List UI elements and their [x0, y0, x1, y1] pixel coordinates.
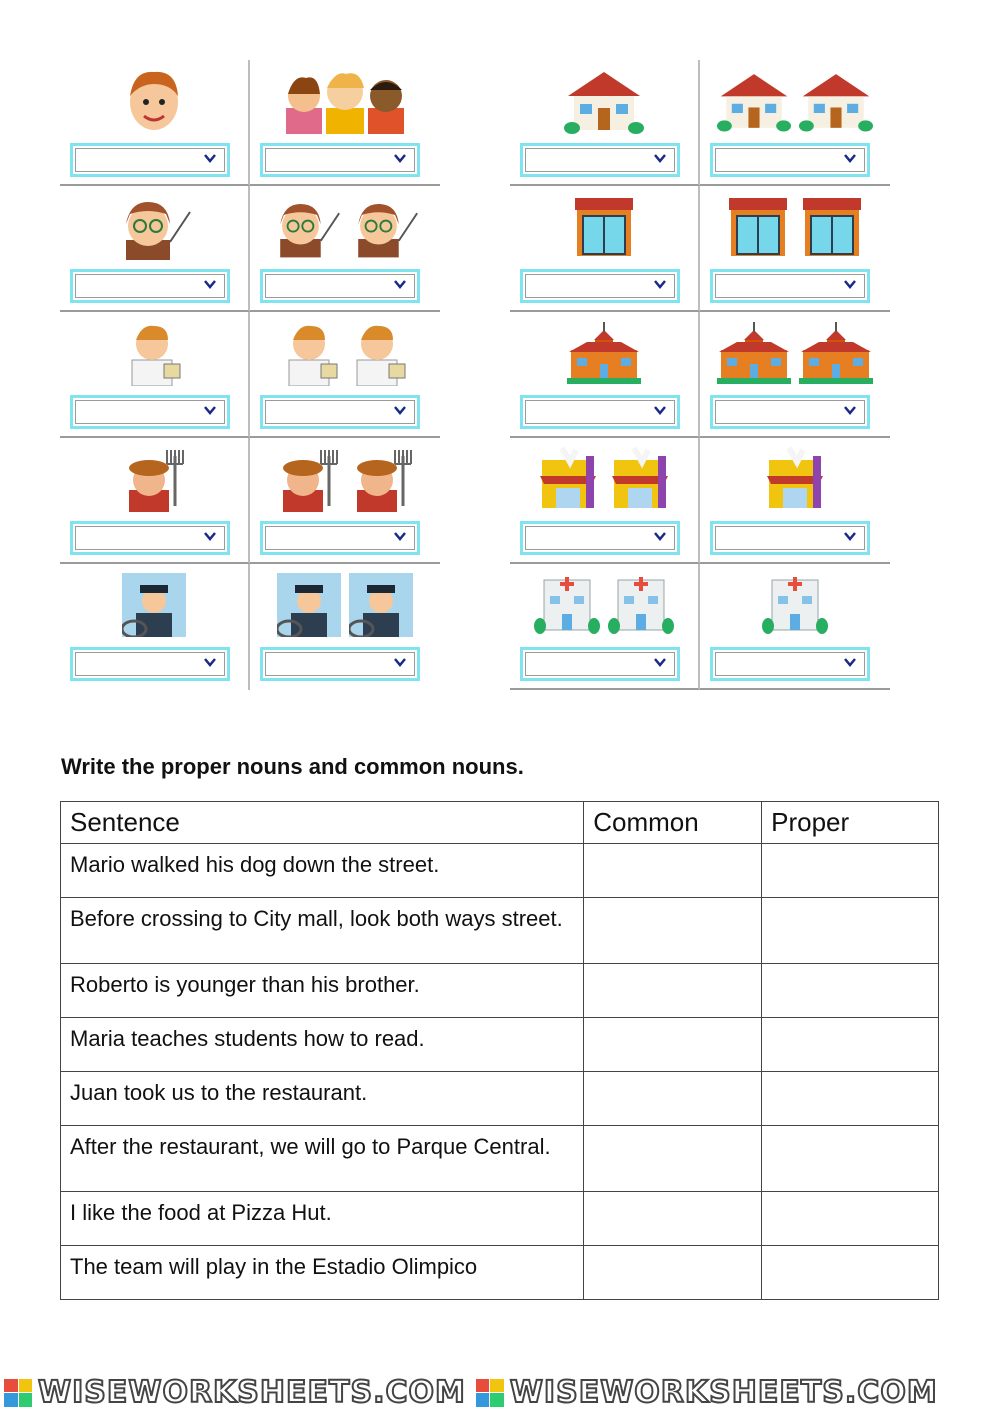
chevron-down-icon: [393, 403, 407, 417]
grid-cell: [700, 564, 890, 690]
chevron-down-icon: [203, 403, 217, 417]
table-row: [61, 1246, 939, 1300]
restaurants-icon: [510, 444, 698, 514]
grid-cell: [250, 312, 440, 438]
school-icon: [510, 318, 698, 388]
chevron-down-icon: [843, 277, 857, 291]
driver-icon: [60, 570, 248, 640]
hospital-icon: [700, 570, 890, 640]
common-answer-cell[interactable]: [584, 1126, 762, 1192]
restaurant-icon: [700, 444, 890, 514]
sentence-cell: Maria teaches students how to read.: [61, 1018, 584, 1072]
chevron-down-icon: [653, 151, 667, 165]
drivers-icon: [250, 570, 440, 640]
common-answer-cell[interactable]: [584, 844, 762, 898]
proper-answer-cell[interactable]: [762, 1126, 939, 1192]
chevron-down-icon: [843, 529, 857, 543]
schools-icon: [700, 318, 890, 388]
proper-answer-cell[interactable]: [762, 1192, 939, 1246]
answer-dropdown[interactable]: [520, 269, 680, 303]
common-answer-cell[interactable]: [584, 1192, 762, 1246]
chevron-down-icon: [203, 655, 217, 669]
answer-dropdown[interactable]: [260, 143, 420, 177]
doctors-icon: [250, 318, 440, 388]
common-answer-cell[interactable]: [584, 1072, 762, 1126]
proper-answer-cell[interactable]: [762, 844, 939, 898]
proper-answer-cell[interactable]: [762, 1072, 939, 1126]
answer-dropdown[interactable]: [520, 521, 680, 555]
answer-dropdown[interactable]: [520, 395, 680, 429]
grid-cell: [510, 312, 700, 438]
chevron-down-icon: [203, 529, 217, 543]
chevron-down-icon: [653, 277, 667, 291]
chevron-down-icon: [843, 655, 857, 669]
shop-icon: [510, 192, 698, 262]
farmer-icon: [60, 444, 248, 514]
chevron-down-icon: [393, 151, 407, 165]
brand-text: WISEWORKSHEETS.COM: [38, 1375, 466, 1410]
nouns-table: [60, 801, 939, 1300]
answer-dropdown[interactable]: [260, 395, 420, 429]
proper-answer-cell[interactable]: [762, 1246, 939, 1300]
answer-dropdown[interactable]: [70, 143, 230, 177]
answer-dropdown[interactable]: [70, 647, 230, 681]
sentence-cell: Juan took us to the restaurant.: [61, 1072, 584, 1126]
grid-cell: [510, 438, 700, 564]
houses-icon: [700, 66, 890, 136]
sentence-cell: I like the food at Pizza Hut.: [61, 1192, 584, 1246]
table-row: [61, 1126, 939, 1192]
common-answer-cell[interactable]: [584, 1246, 762, 1300]
common-answer-cell[interactable]: [584, 1018, 762, 1072]
answer-dropdown[interactable]: [260, 647, 420, 681]
proper-answer-cell[interactable]: [762, 898, 939, 964]
proper-answer-cell[interactable]: [762, 964, 939, 1018]
table-row: [61, 1018, 939, 1072]
grid-cell: [700, 186, 890, 312]
grid-cell: [700, 312, 890, 438]
table-row: [61, 964, 939, 1018]
sentence-cell: The team will play in the Estadio Olimpico: [61, 1246, 584, 1300]
footer-watermark: [0, 1372, 1000, 1413]
boy-icon: [60, 66, 248, 136]
chevron-down-icon: [843, 151, 857, 165]
answer-dropdown[interactable]: [710, 647, 870, 681]
common-answer-cell[interactable]: [584, 898, 762, 964]
grid-cell: [510, 60, 700, 186]
instructions-heading: Write the proper nouns and common nouns.: [61, 754, 524, 779]
answer-dropdown[interactable]: [70, 269, 230, 303]
grid-cell: [250, 438, 440, 564]
chevron-down-icon: [393, 529, 407, 543]
proper-answer-cell[interactable]: [762, 1018, 939, 1072]
grid-cell: [60, 312, 250, 438]
chevron-down-icon: [653, 529, 667, 543]
brand-text: WISEWORKSHEETS.COM: [509, 1375, 938, 1410]
common-answer-cell[interactable]: [584, 964, 762, 1018]
answer-dropdown[interactable]: [710, 269, 870, 303]
chevron-down-icon: [203, 277, 217, 291]
chevron-down-icon: [653, 403, 667, 417]
table-row: [61, 1192, 939, 1246]
table-row: [61, 844, 939, 898]
grid-cell: [60, 186, 250, 312]
sentence-cell: Roberto is younger than his brother.: [61, 964, 584, 1018]
teacher-icon: [60, 192, 248, 262]
sentence-cell: After the restaurant, we will go to Parque Central.: [61, 1126, 584, 1192]
table-header-row: [61, 802, 939, 844]
wiseworksheets-logo-icon: [476, 1379, 504, 1407]
doctor-icon: [60, 318, 248, 388]
header-proper: Proper: [762, 802, 939, 844]
grid-cell: [510, 186, 700, 312]
sentence-cell: Mario walked his dog down the street.: [61, 844, 584, 898]
answer-dropdown[interactable]: [520, 647, 680, 681]
answer-dropdown[interactable]: [70, 395, 230, 429]
house-icon: [510, 66, 698, 136]
chevron-down-icon: [393, 277, 407, 291]
answer-dropdown[interactable]: [710, 521, 870, 555]
answer-dropdown[interactable]: [710, 395, 870, 429]
answer-dropdown[interactable]: [260, 269, 420, 303]
answer-dropdown[interactable]: [710, 143, 870, 177]
grid-cell: [700, 60, 890, 186]
places-grid: [510, 60, 890, 690]
farmers-icon: [250, 444, 440, 514]
answer-dropdown[interactable]: [520, 143, 680, 177]
hospitals-icon: [510, 570, 698, 640]
grid-cell: [250, 564, 440, 690]
table-row: [61, 1072, 939, 1126]
grid-cell: [510, 564, 700, 690]
chevron-down-icon: [203, 151, 217, 165]
people-grid: [60, 60, 440, 690]
grid-cell: [250, 60, 440, 186]
chevron-down-icon: [843, 403, 857, 417]
table-row: [61, 898, 939, 964]
grid-cell: [60, 564, 250, 690]
chevron-down-icon: [393, 655, 407, 669]
grid-cell: [60, 438, 250, 564]
wiseworksheets-logo-icon: [4, 1379, 32, 1407]
header-sentence: Sentence: [61, 802, 584, 844]
shops-icon: [700, 192, 890, 262]
grid-cell: [250, 186, 440, 312]
chevron-down-icon: [653, 655, 667, 669]
sentence-cell: Before crossing to City mall, look both ways street.: [61, 898, 584, 964]
children-icon: [250, 66, 440, 136]
answer-dropdown[interactable]: [260, 521, 420, 555]
answer-dropdown[interactable]: [70, 521, 230, 555]
grid-cell: [700, 438, 890, 564]
teachers-icon: [250, 192, 440, 262]
header-common: Common: [584, 802, 762, 844]
grid-cell: [60, 60, 250, 186]
